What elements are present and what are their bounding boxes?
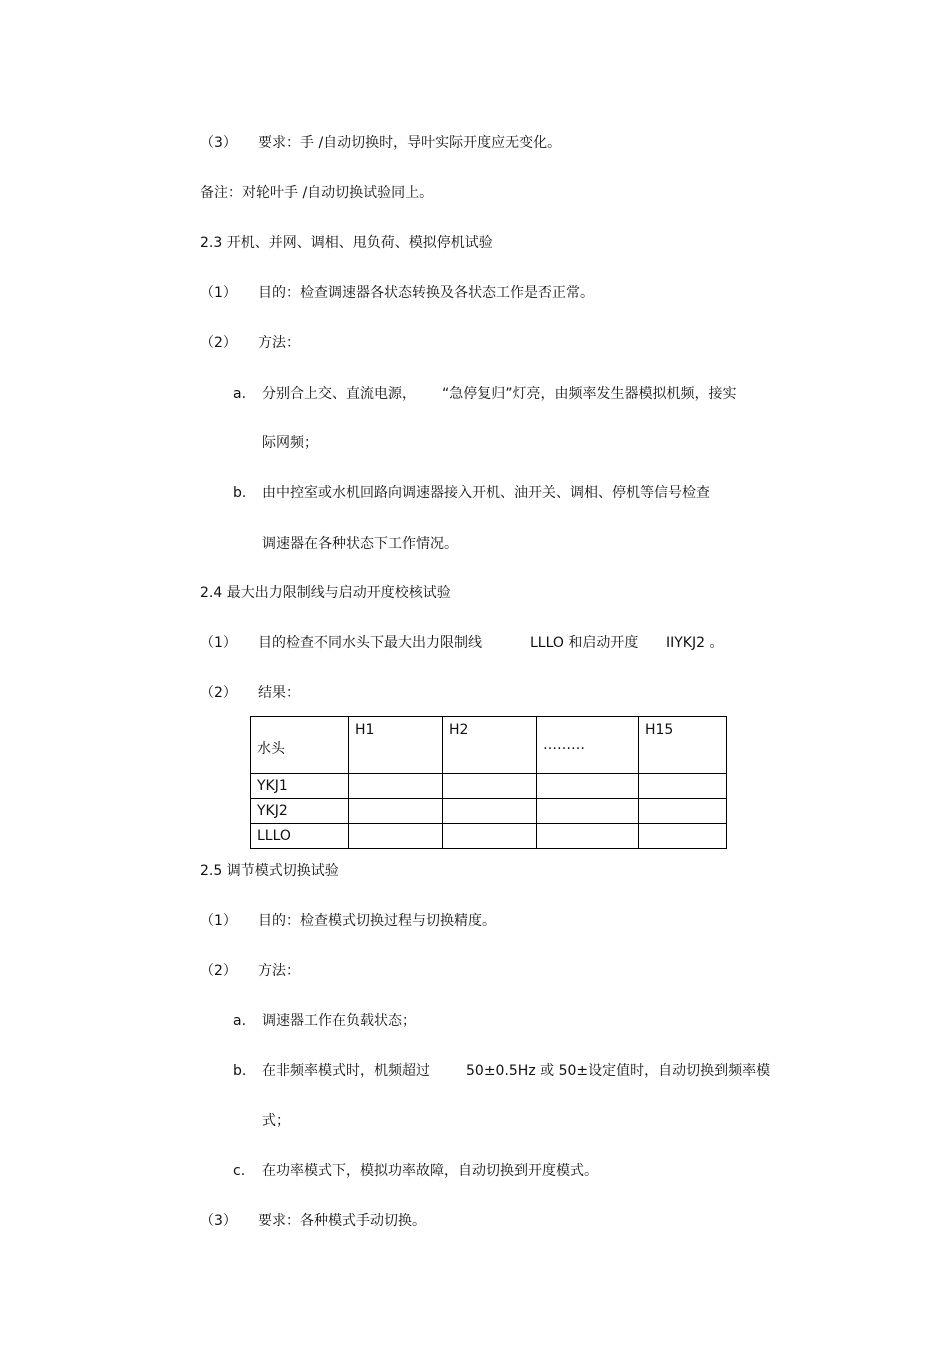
item-number: （1） bbox=[200, 635, 237, 651]
item-number: （2） bbox=[200, 685, 237, 701]
item-number: （1） bbox=[200, 285, 237, 301]
paragraph-text: 在非频率模式时，机频超过 bbox=[262, 1063, 430, 1079]
table-header-row bbox=[251, 717, 727, 774]
paragraph-text: 目的检查不同水头下最大出力限制线 bbox=[258, 635, 482, 651]
paragraph-text: 调速器在各种状态下工作情况。 bbox=[262, 536, 458, 552]
table-header-cell: H15 bbox=[639, 717, 727, 774]
table-cell bbox=[349, 774, 443, 799]
paragraph-text: 方法： bbox=[258, 335, 300, 351]
paragraph-text: IIYKJ2 。 bbox=[666, 635, 724, 651]
paragraph-text: 要求：手 /自动切换时，导叶实际开度应无变化。 bbox=[258, 135, 562, 151]
paragraph-text: “急停复归”灯亮，由频率发生器模拟机频，接实 bbox=[442, 386, 737, 402]
table-header-cell: 水头 bbox=[251, 717, 349, 774]
paragraph-text: 50±0.5Hz 或 50±设定值时，自动切换到频率模 bbox=[466, 1063, 771, 1079]
row-label: YKJ2 bbox=[251, 799, 349, 824]
table-cell bbox=[349, 824, 443, 849]
item-number: （2） bbox=[200, 335, 237, 351]
table-row bbox=[251, 799, 727, 824]
results-table bbox=[250, 716, 727, 849]
item-number: （2） bbox=[200, 963, 237, 979]
section-heading-2-4: 2.4 最大出力限制线与启动开度校核试验 bbox=[200, 585, 451, 601]
sub-item-letter: c. bbox=[233, 1163, 246, 1179]
table-cell bbox=[537, 824, 639, 849]
item-number: （1） bbox=[200, 913, 237, 929]
item-number: （3） bbox=[200, 135, 237, 151]
table-cell bbox=[443, 799, 537, 824]
sub-item-letter: b. bbox=[233, 485, 247, 501]
table-header-cell: ……… bbox=[537, 717, 639, 774]
paragraph-text: 在功率模式下，模拟功率故障，自动切换到开度模式。 bbox=[262, 1163, 598, 1179]
table-row bbox=[251, 774, 727, 799]
table-cell bbox=[639, 799, 727, 824]
sub-item-letter: a. bbox=[233, 386, 247, 402]
table-cell bbox=[443, 774, 537, 799]
section-heading-2-5: 2.5 调节模式切换试验 bbox=[200, 863, 339, 879]
table-cell bbox=[349, 799, 443, 824]
row-label: LLLO bbox=[251, 824, 349, 849]
paragraph-text: 目的：检查调速器各状态转换及各状态工作是否正常。 bbox=[258, 285, 594, 301]
paragraph-text: 方法： bbox=[258, 963, 300, 979]
paragraph-text: 由中控室或水机回路向调速器接入开机、油开关、调相、停机等信号检查 bbox=[262, 485, 710, 501]
item-number: （3） bbox=[200, 1213, 237, 1229]
table-header-cell: H1 bbox=[349, 717, 443, 774]
table-cell bbox=[443, 824, 537, 849]
paragraph-text: 要求：各种模式手动切换。 bbox=[258, 1213, 426, 1229]
table-cell bbox=[537, 774, 639, 799]
sub-item-letter: a. bbox=[233, 1013, 247, 1029]
sub-item-letter: b. bbox=[233, 1063, 247, 1079]
table-row bbox=[251, 824, 727, 849]
paragraph-text: 分别合上交、直流电源， bbox=[262, 386, 416, 402]
paragraph-text: LLLO 和启动开度 bbox=[530, 635, 639, 651]
table-header-cell: H2 bbox=[443, 717, 537, 774]
table-cell bbox=[639, 774, 727, 799]
paragraph-text: 调速器工作在负载状态； bbox=[262, 1013, 416, 1029]
section-heading-2-3: 2.3 开机、并网、调相、甩负荷、模拟停机试验 bbox=[200, 235, 493, 251]
table-cell bbox=[639, 824, 727, 849]
paragraph-text: 式； bbox=[262, 1113, 290, 1129]
table-cell bbox=[537, 799, 639, 824]
remark-text: 备注：对轮叶手 /自动切换试验同上。 bbox=[200, 185, 434, 201]
paragraph-text: 际网频； bbox=[262, 435, 318, 451]
paragraph-text: 结果： bbox=[258, 685, 300, 701]
paragraph-text: 目的：检查模式切换过程与切换精度。 bbox=[258, 913, 496, 929]
row-label: YKJ1 bbox=[251, 774, 349, 799]
